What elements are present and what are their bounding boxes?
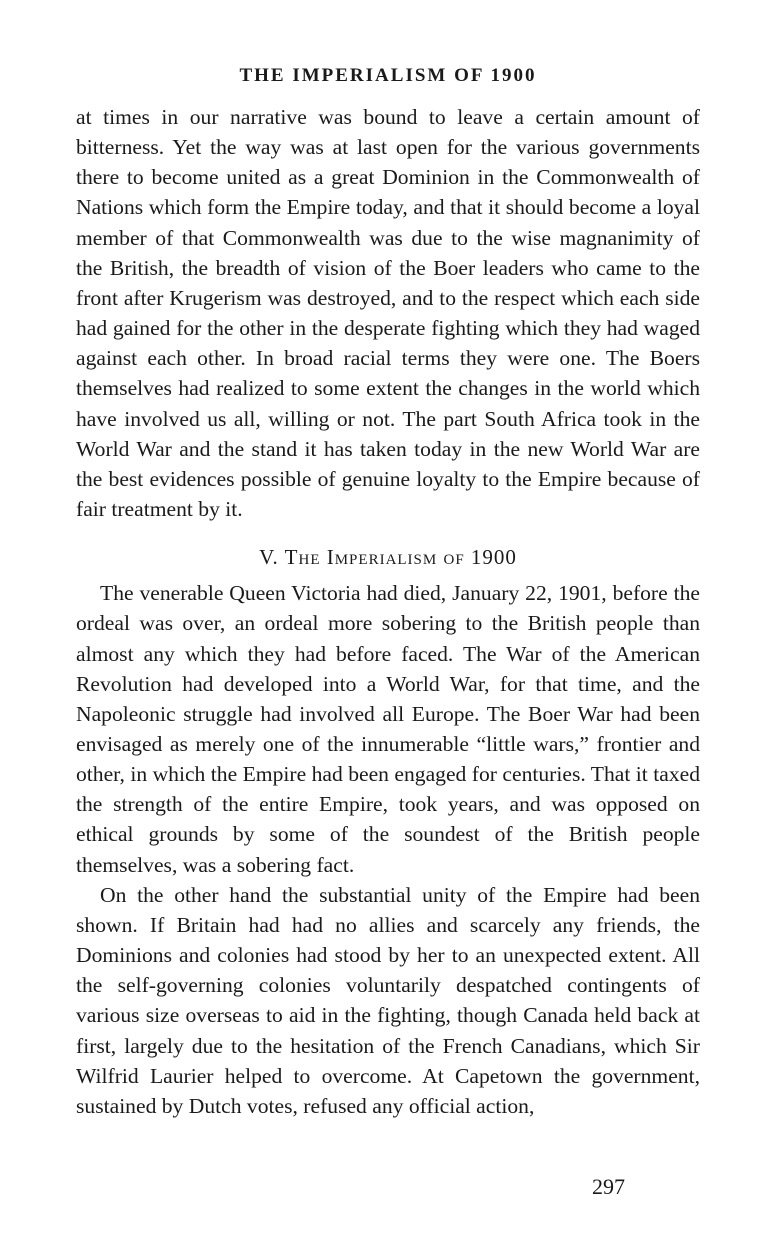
paragraph-empire-unity: On the other hand the substantial unity of the Empire had been shown. If Britain had had no allies and scarcely any friends, the Dominions and colonies had stood by her to an unexpected extent. All the self-governing colonies voluntarily despatched contingents of various size overseas to aid in the fighting, though Canada held back at first, largely due to the hesitation of the French Canadians, which Sir Wilfrid Laurier helped to overcome. At Capetown the government, sustained by Dutch votes, refused any official action,: [76, 882, 700, 1118]
paragraph-queen-victoria: The venerable Queen Victoria had died, January 22, 1901, before the ordeal was over, an ordeal more sobering to the British people than almost any which they had before faced. The War of the American Revolution had developed into a World War, for that time, and the Napoleonic struggle had involved all Europe. The Boer War had been envisaged as merely one of the innumerable “little wars,” frontier and other, in which the Empire had been engaged for centuries. That it taxed the strength of the entire Empire, took years, and was opposed on ethical grounds by some of the soundest of the British people themselves, was a sobering fact.: [76, 581, 700, 877]
paragraph-continued: at times in our narrative was bound to leave a certain amount of bitterness. Yet the way was at last open for the various governments there to become united as a great Dominion in the Commonwealth of Nations which form the Empire today, and that it should become a loyal member of that Commonwealth was due to the wise magnanimity of the British, the breadth of vision of the Boer leaders who came to the front after Krugerism was destroyed, and to the respect which each side had gained for the other in the desperate fighting which they had waged against each other. In broad racial terms they were one. The Boers themselves had realized to some extent the changes in the world which have involved us all, willing or not. The part South Africa took in the World War and the stand it has taken today in the new World War are the best evidences possible of genuine loyalty to the Empire because of fair treatment by it.: [76, 105, 700, 522]
section-heading: V. The Imperialism of 1900: [259, 545, 517, 570]
running-head: THE IMPERIALISM OF 1900: [239, 65, 537, 86]
book-page: [76, 62, 700, 1121]
page-number: 297: [592, 1174, 625, 1199]
